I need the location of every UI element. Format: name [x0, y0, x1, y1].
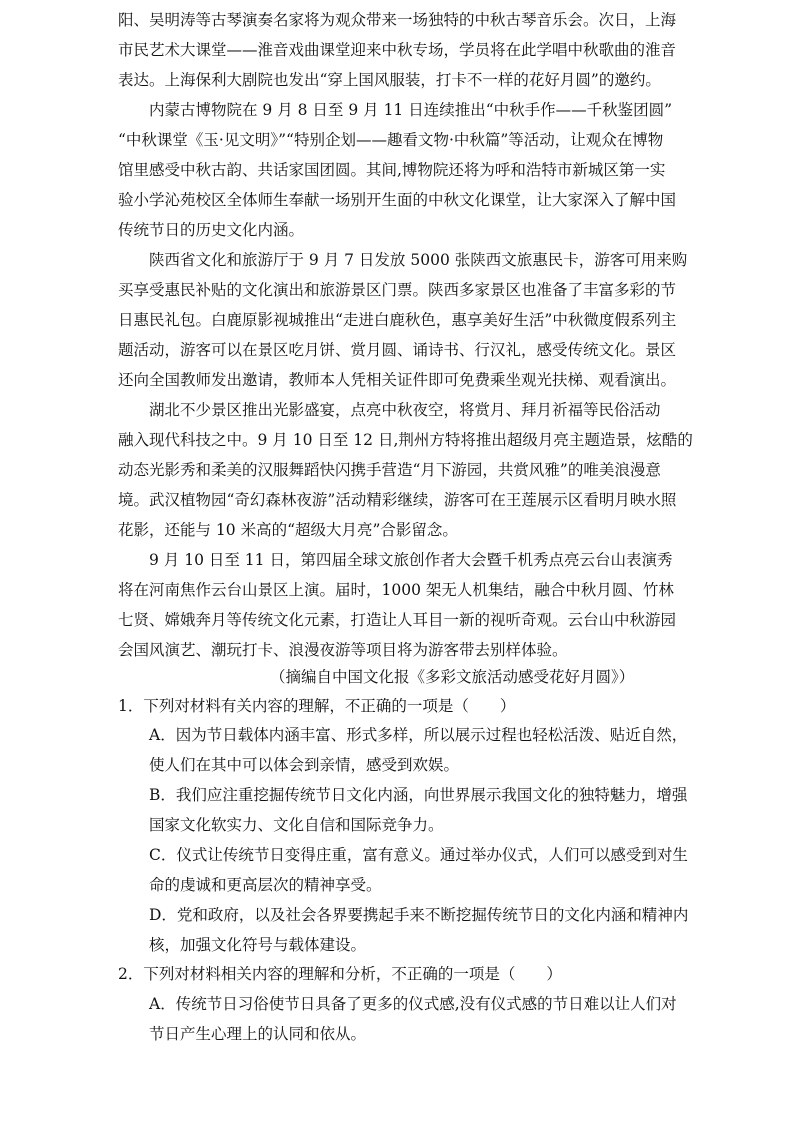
text-line: 动态光影秀和柔美的汉服舞蹈快闪携手营造“月下游园，共赏风雅”的唯美浪漫意 [118, 461, 661, 479]
text-line: 买享受惠民补贴的文化演出和旅游景区门票。陕西多家景区也准备了丰富多彩的节 [118, 281, 677, 299]
text-line: 内蒙古博物院在 9 月 8 日至 9 月 11 日连续推出“中秋手作——千秋鉴团圆” [149, 101, 673, 119]
text-line: 验小学沁苑校区全体师生奉献一场别开生面的中秋文化课堂，让大家深入了解中国 [118, 191, 677, 209]
text-line: 9 月 10 日至 11 日，第四届全球文旅创作者大会暨千机秀点亮云台山表演秀 [149, 551, 673, 569]
text-line: “中秋课堂《玉·见文明》”“特别企划——趣看文物·中秋篇”等活动，让观众在博物 [118, 131, 664, 149]
text-line: 市民艺术大课堂——淮音戏曲课堂迎来中秋专场，学员将在此学唱中秋歌曲的淮音 [118, 41, 677, 59]
text-line: 日惠民礼包。白鹿原影视城推出“走进白鹿秋色，惠享美好生活”中秋微度假系列主 [118, 311, 677, 329]
text-line: 还向全国教师发出邀请，教师本人凭相关证件即可免费乘坐观光扶梯、观看演出。 [118, 371, 677, 389]
text-line: 七贤、嫦娥奔月等传统文化元素，打造让人耳目一新的视听奇观。云台山中秋游园 [118, 611, 677, 629]
question-1-option-a: A．因为节日载体内涵丰富、形式多样，所以展示过程也轻松活泼、贴近自然， [149, 726, 688, 744]
question-1-option-a-cont: 使人们在其中可以体会到亲情，感受到欢娱。 [149, 756, 460, 774]
question-1-option-d-cont: 核，加强文化符号与载体建设。 [149, 936, 367, 954]
question-1-stem: 1．下列对材料有关内容的理解，不正确的一项是（ ） [118, 697, 516, 715]
question-2-option-a-cont: 节日产生心理上的认同和依从。 [149, 1025, 367, 1043]
text-line: 陕西省文化和旅游厅于 9 月 7 日发放 5000 张陕西文旅惠民卡，游客可用来购 [149, 251, 688, 269]
question-2-stem: 2．下列对材料相关内容的理解和分析，不正确的一项是（ ） [118, 965, 562, 983]
text-line: 花影，还能与 10 米高的“超级大月亮”合影留念。 [118, 521, 458, 539]
source-citation: （摘编自中国文化报《多彩文旅活动感受花好月圆》） [270, 668, 635, 686]
text-line: 境。武汉植物园“奇幻森林夜游”活动精彩继续，游客可在王莲展示区看明月映水照 [118, 491, 677, 509]
text-line: 将在河南焦作云台山景区上演。届时，1000 架无人机集结，融合中秋月圆、竹林 [118, 581, 674, 599]
question-1-option-c: C．仪式让传统节日变得庄重，富有意义。通过举办仪式，人们可以感受到对生 [149, 846, 688, 864]
question-1-option-b-cont: 国家文化软实力、文化自信和国际竞争力。 [149, 816, 444, 834]
text-line: 阳、吴明涛等古琴演奏名家将为观众带来一场独特的中秋古琴音乐会。次日，上海 [118, 11, 677, 29]
question-2-option-a: A．传统节日习俗使节日具备了更多的仪式感,没有仪式感的节日难以让人们对 [149, 995, 677, 1013]
text-line: 融入现代科技之中。9 月 10 日至 12 日,荆州方特将推出超级月亮主题造景，炫酷的 [118, 431, 693, 449]
text-line: 题活动，游客可以在景区吃月饼、赏月圆、诵诗书、行汉礼，感受传统文化。景区 [118, 341, 677, 359]
text-line: 传统节日的历史文化内涵。 [118, 221, 305, 239]
text-line: 表达。上海保利大剧院也发出“穿上国风服装，打卡不一样的花好月圆”的邀约。 [118, 71, 661, 89]
text-line: 会国风演艺、潮玩打卡、浪漫夜游等项目将为游客带去别样体验。 [118, 641, 568, 659]
question-1-option-c-cont: 命的虔诚和更高层次的精神享受。 [149, 876, 382, 894]
text-line: 馆里感受中秋古韵、共话家国团圆。其间,博物院还将为呼和浩特市新城区第一实 [118, 161, 666, 179]
question-1-option-d: D．党和政府，以及社会各界要携起手来不断挖掘传统节日的文化内涵和精神内 [149, 906, 689, 924]
question-1-option-b: B．我们应注重挖掘传统节日文化内涵，向世界展示我国文化的独特魅力，增强 [149, 786, 688, 804]
text-line: 湖北不少景区推出光影盛宴，点亮中秋夜空，将赏月、拜月祈福等民俗活动 [149, 401, 661, 419]
